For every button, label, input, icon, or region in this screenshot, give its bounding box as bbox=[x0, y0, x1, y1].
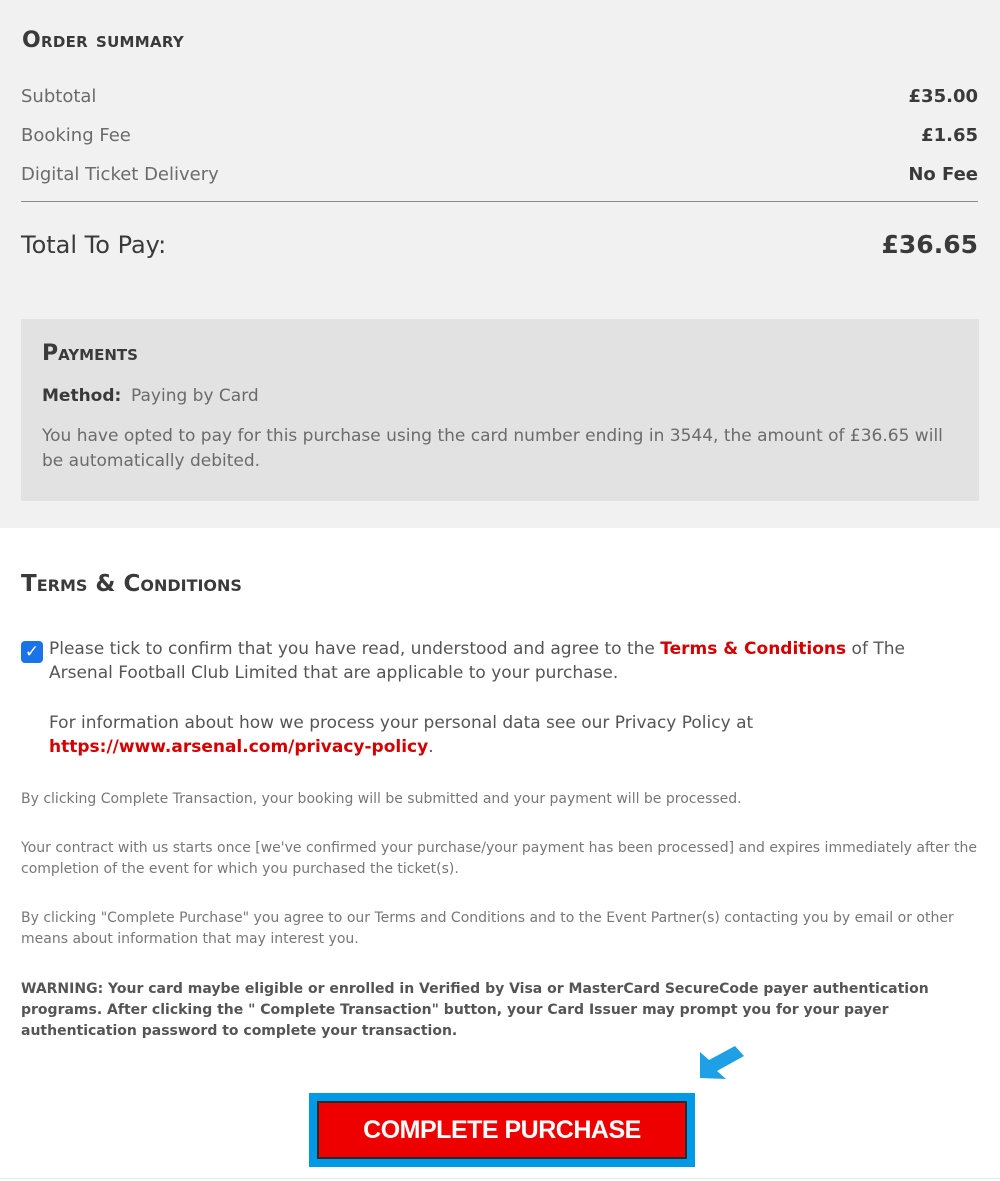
summary-divider bbox=[21, 201, 978, 202]
summary-row-delivery bbox=[21, 164, 978, 190]
total-value: £36.65 bbox=[881, 230, 978, 259]
bottom-divider bbox=[0, 1178, 1000, 1179]
summary-row-subtotal bbox=[21, 86, 978, 112]
booking-fee-value: £1.65 bbox=[921, 125, 978, 146]
payment-method-label: Method: bbox=[42, 386, 122, 406]
total-label: Total To Pay: bbox=[21, 231, 167, 259]
terms-conditions-link[interactable]: Terms & Conditions bbox=[660, 639, 847, 659]
payment-description: You have opted to pay for this purchase using the card number ending in 3544, the amount of £36.65 will be automatically debited. bbox=[42, 426, 943, 471]
transaction-note: By clicking Complete Transaction, your booking will be submitted and your payment will be processed. bbox=[21, 791, 742, 807]
privacy-policy-link[interactable]: https://www.arsenal.com/privacy-policy bbox=[49, 737, 429, 757]
consent-text-before: Please tick to confirm that you have read, understood and agree to the bbox=[49, 639, 661, 659]
agreement-note: By clicking "Complete Purchase" you agree to our Terms and Conditions and to the Event Partner(s) contacting you by email or other means about information that may interest you. bbox=[21, 910, 954, 947]
payments-title: Payments bbox=[42, 341, 138, 366]
arrow-down-left-icon bbox=[697, 1043, 747, 1089]
complete-purchase-button[interactable]: COMPLETE PURCHASE bbox=[317, 1101, 687, 1159]
checkmark-icon: ✓ bbox=[24, 641, 40, 662]
terms-title: Terms & Conditions bbox=[21, 571, 242, 597]
payment-method-value: Paying by Card bbox=[131, 386, 259, 406]
privacy-text-before: For information about how we process your personal data see our Privacy Policy at bbox=[49, 713, 754, 733]
terms-consent-text bbox=[49, 637, 949, 685]
privacy-text-after: . bbox=[428, 737, 434, 757]
privacy-policy-text bbox=[49, 711, 949, 759]
consent-text-after: of The Arsenal Football Club Limited that are applicable to your purchase. bbox=[49, 639, 905, 683]
delivery-label: Digital Ticket Delivery bbox=[21, 164, 219, 185]
subtotal-value: £35.00 bbox=[908, 86, 978, 107]
booking-fee-label: Booking Fee bbox=[21, 125, 131, 146]
warning-note: WARNING: Your card maybe eligible or enrolled in Verified by Visa or MasterCard SecureCode payer authentication programs. After clicking the " Complete Transaction" button, your Card Issuer may prompt you for your payer authentication password to complete your transaction. bbox=[21, 981, 929, 1039]
payments-box bbox=[21, 319, 979, 501]
terms-checkbox[interactable] bbox=[21, 641, 43, 663]
summary-row-booking-fee bbox=[21, 125, 978, 151]
complete-purchase-highlight bbox=[309, 1093, 695, 1167]
contract-note: Your contract with us starts once [we've confirmed your purchase/your payment has been processed] and expires immediately after the completion of the event for which you purchased the ticket(s). bbox=[21, 840, 977, 877]
subtotal-label: Subtotal bbox=[21, 86, 97, 107]
order-summary-panel bbox=[0, 0, 1000, 528]
delivery-value: No Fee bbox=[908, 164, 978, 185]
order-summary-title: Order summary bbox=[22, 28, 185, 53]
